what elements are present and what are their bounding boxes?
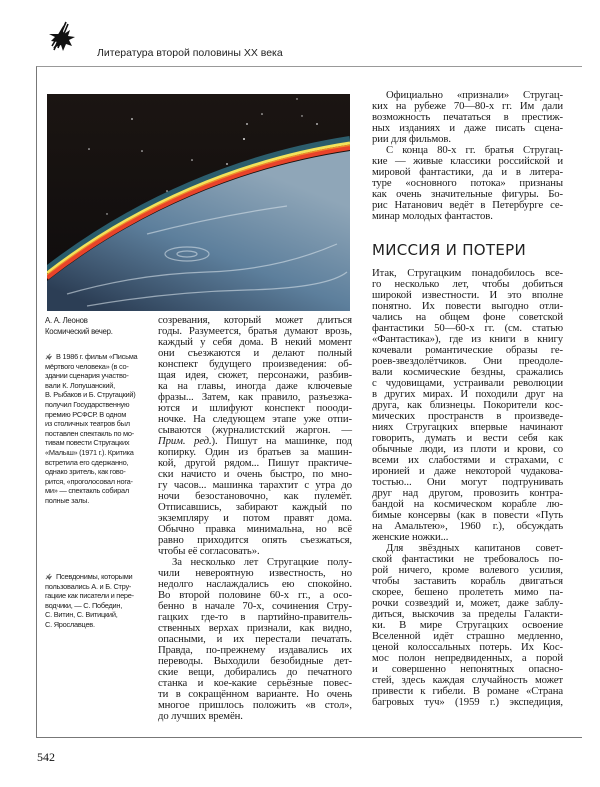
note-line: [45, 400, 143, 410]
text-line: сываются (журналистский жаргон. —: [158, 424, 352, 436]
note-text: встретила его сдержанно,: [45, 457, 129, 467]
text-line: рии для фильмов.: [372, 133, 451, 145]
note-text: В. Рыбаков и Б. Стругацкий): [45, 390, 136, 400]
text-line: бандой на космическом корабле лю-: [372, 498, 563, 510]
text-line: женские ножки...: [372, 531, 449, 543]
note-text: мёртвого человека» (в со-: [45, 361, 129, 371]
text-line: друга, как близнецы. Покорители кос-: [372, 399, 563, 411]
text-line: С конца 80-х гг. братья Стругац-: [386, 144, 563, 156]
text-segment: ). Пишут на машинке, под: [211, 435, 352, 447]
illustration-caption: [45, 316, 143, 337]
text-line: кочевали романтические образы ге-: [372, 344, 563, 356]
note-line: [45, 371, 143, 381]
note-text: «Малыш» (1971 г.). Критика: [45, 447, 134, 457]
text-line: ственных верхах признали, как видно,: [158, 622, 352, 634]
text-line: ночке. На следующем этапе уже отпи-: [158, 413, 352, 425]
text-line: созревания, который может длиться: [158, 314, 352, 326]
text-line: рой ничего, кроме волевого усилия,: [372, 564, 563, 576]
text-line: ются и шлифуют конспект поооди-: [158, 402, 352, 414]
note-text: тивам повести Стругацких: [45, 438, 130, 448]
text-line: стей, здесь каждая случайность может: [372, 674, 563, 686]
text-line: Правда, по-прежнему издавались их: [158, 644, 352, 656]
note-line: [45, 419, 143, 429]
text-line: мос полон непредвиденных, а порой: [372, 652, 563, 664]
text-line: бенно в начале 70-х, сочинения Стру-: [158, 600, 352, 612]
note-line: [45, 352, 143, 362]
note-text: пользовались А. и Б. Стру-: [45, 581, 132, 591]
note-line: [45, 362, 143, 372]
text-line: и совершенно непонятных опасно-: [372, 663, 563, 675]
text-line: ской фантастики не требовалось по-: [372, 553, 563, 565]
text-line: вали космические бездны, сражались: [372, 366, 563, 378]
note-marker-icon: [45, 353, 52, 360]
note-line: [45, 496, 143, 506]
page-number: 542: [37, 750, 55, 764]
text-line: Отписавшись, забирают каждый по: [158, 501, 352, 513]
text-line: возможность печататься в престиж-: [372, 111, 563, 123]
text-line: чтобы её согласовать».: [158, 545, 260, 557]
text-line: в других мирах. И походили друг на: [372, 388, 563, 400]
text-line: мических пространств в произведе-: [372, 410, 563, 422]
note-text: ми» — спектакль собирал: [45, 486, 129, 496]
text-line: рис Натанович ведёт в Петербурге се-: [372, 199, 563, 211]
text-line: на Амальтею», 1960 г.), обсуждать: [372, 520, 563, 532]
editor-note-italic: Прим. ред.: [158, 435, 212, 447]
note-text: Псевдонимы, которыми: [56, 572, 133, 581]
text-line: рочки созвездий и, может, даже заблу-: [372, 597, 563, 609]
text-line: экземпляру и потом правят дома.: [158, 512, 352, 524]
text-line: копирку. Один из братьев за машин-: [158, 446, 352, 458]
text-line: ские вещи, добирались до печатного: [158, 666, 352, 678]
note-line: [45, 467, 143, 477]
text-line: диться, выскочив за пределы Галакти-: [372, 608, 563, 620]
text-line: ночи безостановочно, как пулемёт.: [158, 490, 352, 502]
note-line: [45, 601, 143, 611]
text-line: кой, другой рядом... Пишут практиче-: [158, 457, 352, 469]
note-text: гацкие как писатели и пере-: [45, 591, 134, 601]
text-line: годы. Разумеется, братья думают врозь,: [158, 325, 352, 337]
note-text: С. Ярославцев.: [45, 619, 95, 629]
text-line: Во второй половине 60-х гг., а осо-: [158, 589, 352, 601]
text-line: ких на рубеже 70—80-х гг. Им дали: [372, 100, 563, 112]
note-line: [45, 448, 143, 458]
text-line: недолго наслаждались ею спокойно.: [158, 578, 352, 590]
text-line: «Фантастика»), где из книги в книгу: [372, 333, 563, 345]
section-heading: МИССИЯ И ПОТЕРИ: [372, 241, 527, 259]
text-line: чтобы заставить корабль двигаться: [372, 575, 563, 587]
text-line: фразы... Затем, как правило, разъезжа-: [158, 391, 352, 403]
note-text: С. Витин, С. Витицкий,: [45, 610, 118, 620]
note-text: полные залы.: [45, 495, 89, 505]
note-text: здании сценария участво-: [45, 371, 129, 381]
text-line: бимые консервы (как в повести «Путь: [372, 509, 563, 521]
text-line: ки. В мире Стругацких освоение: [372, 619, 563, 631]
text-line: гу часов... машинка тарахтит с утра до: [158, 479, 352, 491]
text-line: как очень значительные фигуры. Бо-: [372, 188, 563, 200]
text-line: фантастики 50—60-х гг. (см. статью: [372, 322, 563, 334]
note-line: [45, 410, 143, 420]
text-line: иронией и даже некоторой чудакова-: [372, 465, 563, 477]
space-painting-illustration: [47, 94, 350, 311]
text-line: Официально «признали» Стругац-: [386, 89, 563, 101]
note-text: однако зритель, как гово-: [45, 467, 126, 477]
text-line: равно приходится опять съезжаться,: [158, 534, 352, 546]
note-line: [45, 582, 143, 592]
text-line: тостью... Они могут подтрунивать: [372, 476, 563, 488]
body-column-right-top: [372, 90, 563, 222]
body-column-middle: [158, 315, 352, 722]
text-line: чили невероятную известность, но: [158, 567, 352, 579]
note-text: премию РСФСР. В одном: [45, 409, 127, 419]
text-line: ценой колоссальных потерь. Их Кос-: [372, 641, 563, 653]
note-text: получил Государственную: [45, 399, 130, 409]
note-line: [45, 381, 143, 391]
text-line: широкой известности. И это вполне: [372, 289, 563, 301]
note-line: [45, 390, 143, 400]
text-line: го несколько лет, чтобы добиться: [372, 278, 563, 290]
note-text: В 1986 г. фильм «Письма: [56, 352, 138, 361]
text-line: За несколько лет Стругацкие полу-: [172, 556, 352, 568]
note-text: поставлен спектакль по мо-: [45, 428, 134, 438]
text-line: ски начисто и очень быстро, по мно-: [158, 468, 352, 480]
note-line: [45, 458, 143, 468]
text-line: минар молодых фантастов.: [372, 210, 493, 222]
text-line: станка и кое-какие серьёзные повес-: [158, 677, 352, 689]
note-text: рится, «проголосовал нога-: [45, 476, 133, 486]
caption-author: А. А. Леонов: [45, 316, 88, 325]
note-line: [45, 477, 143, 487]
text-line: туре «основного потока» признаны: [372, 177, 563, 189]
text-line: всеми их слабостями и страхами, с: [372, 454, 563, 466]
text-line: ных изданиях и даже писать сцена-: [372, 122, 563, 134]
text-line: щая идея, сюжет, персонажи, разбив-: [158, 369, 352, 381]
text-line: роев-звездолётчиков. Они преодоле-: [372, 355, 563, 367]
note-text: из столичных театров был: [45, 419, 130, 429]
text-line: понятно. Их повести выгодно отли-: [372, 300, 563, 312]
book-logo-icon: [46, 20, 76, 54]
text-line: мировой фантастики, да и в литера-: [372, 166, 563, 178]
text-line: Вселенной идёт страшно медленно,: [372, 630, 563, 642]
text-line: ка на главы, иногда даже ключевые: [158, 380, 352, 392]
note-text: вали К. Лопушанский,: [45, 380, 115, 390]
text-line: кие — живые классики российской и: [372, 155, 563, 167]
text-line: друг над другом, провозить контра-: [372, 487, 563, 499]
text-line: опасными, и их перестали печатать.: [158, 633, 352, 645]
sidebar-note: [45, 572, 143, 630]
text-line: гацких где-то в партийно-правитель-: [158, 611, 352, 623]
text-line: Для звёздных капитанов совет-: [386, 542, 563, 554]
body-column-right-bottom: [372, 268, 563, 708]
note-line: [45, 438, 143, 448]
section-title: Литература второй половины XX века: [97, 47, 283, 59]
note-text: водчики, — С. Победин,: [45, 600, 123, 610]
text-line: до лучших времён.: [158, 710, 243, 722]
text-line: ти в сокращённом варианте. Но очень: [158, 688, 352, 700]
text-line: скорее, бешено пролететь мимо па-: [372, 586, 563, 598]
text-line: говорить, думать и вести себя как: [372, 432, 563, 444]
text-line: многое пришлось положить «в стол»,: [158, 699, 352, 711]
text-line: привести к гибели. В романе «Страна: [372, 685, 563, 697]
caption-title: Космический вечер.: [45, 326, 113, 336]
text-line: Обычно правка минимальна, но всё: [158, 523, 352, 535]
note-marker-icon: [45, 573, 52, 580]
text-line: обычные люди, из плоти и крови, со: [372, 443, 563, 455]
text-line: с чудовищами, устраивали революции: [372, 377, 563, 389]
text-line: они съезжаются и делают полный: [158, 347, 352, 359]
text-line: багровых туч» (1959 г.) экспедиция,: [372, 696, 563, 708]
note-line: [45, 429, 143, 439]
text-line: конспект будущего произведения: об-: [158, 358, 352, 370]
text-line: чались на общем фоне советской: [372, 311, 563, 323]
note-line: [45, 610, 143, 620]
text-line: Итак, Стругацким понадобилось все-: [372, 267, 563, 279]
note-line: [45, 572, 143, 582]
sidebar-note: [45, 352, 143, 506]
note-line: [45, 620, 143, 630]
note-line: [45, 486, 143, 496]
text-line: переводы. Выходили безобидные дет-: [158, 655, 352, 667]
text-line: каждый у себя дома. В некий момент: [158, 336, 352, 348]
text-line: ниях Стругацких впервые начинают: [372, 421, 563, 433]
note-line: [45, 591, 143, 601]
